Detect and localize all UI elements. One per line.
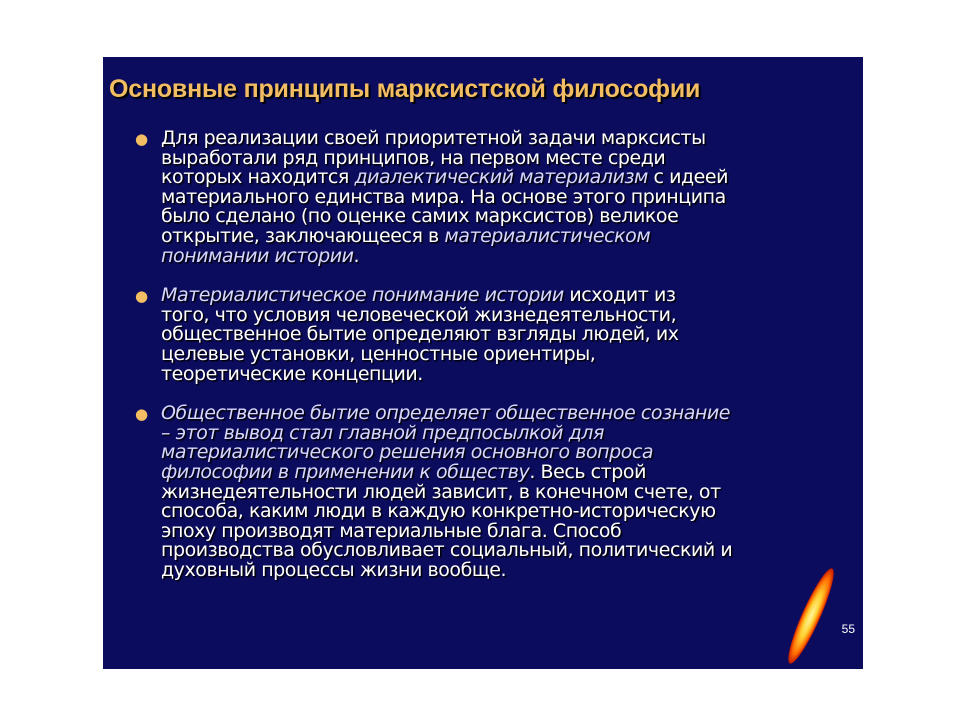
bullet-paragraph — [133, 286, 848, 384]
plain-text: общественное бытие определяют взгляды людей, их — [161, 323, 679, 346]
bullet-text — [161, 404, 848, 580]
text-line — [161, 362, 848, 385]
plain-text: теоретические концепции. — [161, 362, 423, 385]
plain-text: способа, каким люди в каждую конкретно-историческую — [161, 500, 716, 523]
plain-text: . — [353, 244, 360, 267]
plain-text: духовный процессы жизни вообще. — [161, 558, 507, 581]
bullet-dot-icon: ● — [135, 405, 148, 424]
emphasized-text: материалистического решения основного вопроса — [161, 441, 654, 464]
text-line — [161, 558, 848, 581]
emphasized-text: философии в применении к обществу — [161, 460, 530, 483]
emphasized-text: материалистическом — [444, 224, 651, 247]
plain-text: открытие, заключающееся в — [161, 224, 445, 247]
plain-text: производства обусловливает социальный, политический и — [161, 539, 733, 562]
slide-title: Основные принципы марксистской философии — [109, 75, 701, 103]
plain-text: того, что условия человеческой жизнедеятельности, — [161, 303, 677, 326]
plain-text: . Весь строй — [529, 460, 646, 483]
plain-text: целевые установки, ценностные ориентиры, — [161, 342, 596, 365]
bullet-dot-icon: ● — [135, 130, 148, 148]
plain-text: исходит из — [563, 284, 676, 307]
plain-text: которых находится — [161, 166, 355, 189]
bullet-text — [161, 286, 848, 384]
plain-text: было сделано (по оценке самих марксистов) великое — [161, 205, 679, 228]
plain-text: с идеей — [647, 166, 729, 189]
emphasized-text: Материалистическое понимание истории — [161, 284, 564, 307]
flame-decoration-icon — [781, 564, 841, 669]
slide — [103, 57, 863, 669]
bullet-paragraph — [133, 129, 848, 266]
plain-text: жизнедеятельности людей зависит, в конечном счете, от — [161, 480, 721, 503]
emphasized-text: диалектический материализм — [354, 166, 648, 189]
plain-text: эпоху производят материальные блага. Способ — [161, 519, 622, 542]
plain-text: выработали ряд принципов, на первом месте среди — [161, 146, 666, 169]
bullet-paragraph — [133, 404, 848, 580]
page-number: 55 — [841, 622, 855, 636]
plain-text: материального единства мира. На основе этого принципа — [161, 185, 726, 208]
emphasized-text: Общественное бытие определяет общественное сознание — [161, 402, 730, 425]
text-line — [161, 244, 848, 267]
plain-text: Для реализации своей приоритетной задачи марксисты — [161, 127, 706, 149]
bullet-text — [161, 129, 848, 266]
bullet-dot-icon: ● — [135, 287, 148, 306]
emphasized-text: понимании истории — [161, 244, 354, 267]
slide-body — [133, 129, 848, 600]
emphasized-text: – этот вывод стал главной предпосылкой для — [161, 421, 604, 444]
